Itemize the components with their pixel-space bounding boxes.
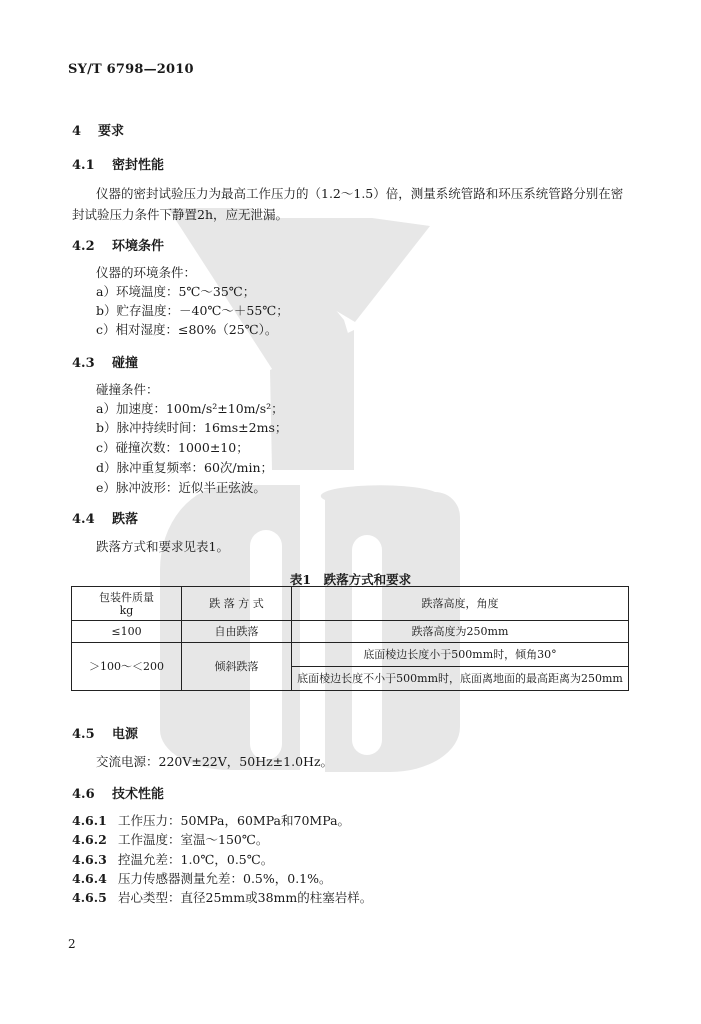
row1-mass: ≤100	[72, 621, 182, 643]
section-4-2-title: 环境条件	[112, 239, 165, 254]
table-1-caption: 表1 跌落方式和要求	[289, 572, 412, 587]
list-item: e）脉冲波形：近似半正弦波。	[96, 480, 266, 495]
section-4-3-heading	[72, 352, 138, 371]
document-header-code: SY/T 6798—2010	[68, 62, 194, 77]
subsection-number: 4.6.2	[72, 832, 107, 847]
section-4-1-number: 4.1	[72, 158, 95, 173]
subsection-number: 4.6.4	[72, 871, 107, 886]
list-item: c）相对湿度：≤80%（25℃）。	[96, 322, 278, 337]
section-4-3-intro: 碰撞条件：	[96, 382, 159, 397]
section-4-4-heading	[72, 508, 138, 527]
section-4-4-title: 跌落	[112, 512, 139, 527]
row2-height-b: 底面棱边长度不小于500mm时，底面离地面的最高距离为250mm	[292, 667, 629, 691]
subsection-text: 工作温度：室温～150℃。	[118, 832, 269, 847]
table-row	[72, 621, 629, 643]
row1-method: 自由跌落	[182, 621, 292, 643]
section-4-5-number: 4.5	[72, 727, 95, 742]
list-item: a）环境温度：5℃～35℃；	[96, 284, 256, 299]
subsection-text: 控温允差：1.0℃，0.5℃。	[118, 852, 274, 867]
header-mass-unit: kg	[119, 603, 134, 617]
row2-method: 倾斜跌落	[182, 643, 292, 691]
subsection-4-6-5	[72, 888, 372, 906]
list-item: b）脉冲持续时间：16ms±2ms；	[96, 420, 288, 435]
subsection-number: 4.6.1	[72, 813, 107, 828]
section-4-1-line-1: 仪器的密封试验压力为最高工作压力的（1.2～1.5）倍，测量系统管路和环压系统管路分别在密	[96, 186, 624, 201]
list-item: d）脉冲重复频率：60次/min；	[96, 460, 274, 475]
section-4-5-text: 交流电源：220V±22V，50Hz±1.0Hz。	[96, 754, 334, 769]
row2-height-a: 底面棱边长度小于500mm时，倾角30°	[292, 643, 629, 667]
section-4-2-intro: 仪器的环境条件：	[96, 265, 197, 280]
section-4-4-intro: 跌落方式和要求见表1。	[96, 539, 229, 554]
header-mass-label: 包装件质量	[99, 590, 154, 604]
section-4-number: 4	[72, 124, 82, 139]
section-4-5-title: 电源	[112, 727, 139, 742]
table-header-row	[72, 587, 629, 621]
list-item: c）碰撞次数：1000±10；	[96, 440, 249, 455]
section-4-2-heading	[72, 235, 164, 254]
subsection-4-6-1	[72, 811, 350, 829]
section-4-6-heading	[72, 783, 164, 802]
table-row	[72, 643, 629, 667]
list-item: b）贮存温度：－40℃～＋55℃；	[96, 303, 289, 318]
list-item: a）加速度：100m/s²±10m/s²；	[96, 401, 284, 416]
subsection-4-6-3	[72, 850, 273, 868]
section-4-3-title: 碰撞	[112, 356, 139, 371]
section-4-5-heading	[72, 723, 138, 742]
row1-height: 跌落高度为250mm	[292, 621, 629, 643]
section-4-3-number: 4.3	[72, 356, 95, 371]
section-4-2-number: 4.2	[72, 239, 95, 254]
subsection-text: 工作压力：50MPa，60MPa和70MPa。	[118, 813, 351, 828]
section-4-6-number: 4.6	[72, 787, 95, 802]
header-cell-height: 跌落高度，角度	[292, 587, 629, 621]
header-cell-mass	[72, 587, 182, 621]
subsection-4-6-2	[72, 830, 268, 848]
section-4-1-heading	[72, 154, 164, 173]
section-4-title: 要求	[98, 124, 125, 139]
page-number: 2	[68, 937, 76, 951]
section-4-1-title: 密封性能	[112, 158, 165, 173]
subsection-number: 4.6.5	[72, 890, 107, 905]
subsection-4-6-4	[72, 869, 332, 887]
section-4-heading	[72, 120, 124, 139]
subsection-text: 压力传感器测量允差：0.5%，0.1%。	[118, 871, 332, 886]
subsection-text: 岩心类型：直径25mm或38mm的柱塞岩样。	[118, 890, 373, 905]
header-cell-method: 跌 落 方 式	[182, 587, 292, 621]
section-4-6-title: 技术性能	[112, 787, 165, 802]
subsection-number: 4.6.3	[72, 852, 107, 867]
section-4-4-number: 4.4	[72, 512, 95, 527]
drop-test-table	[71, 586, 629, 691]
section-4-1-line-2: 封试验压力条件下静置2h，应无泄漏。	[72, 207, 289, 222]
row2-mass: ＞100～＜200	[72, 643, 182, 691]
